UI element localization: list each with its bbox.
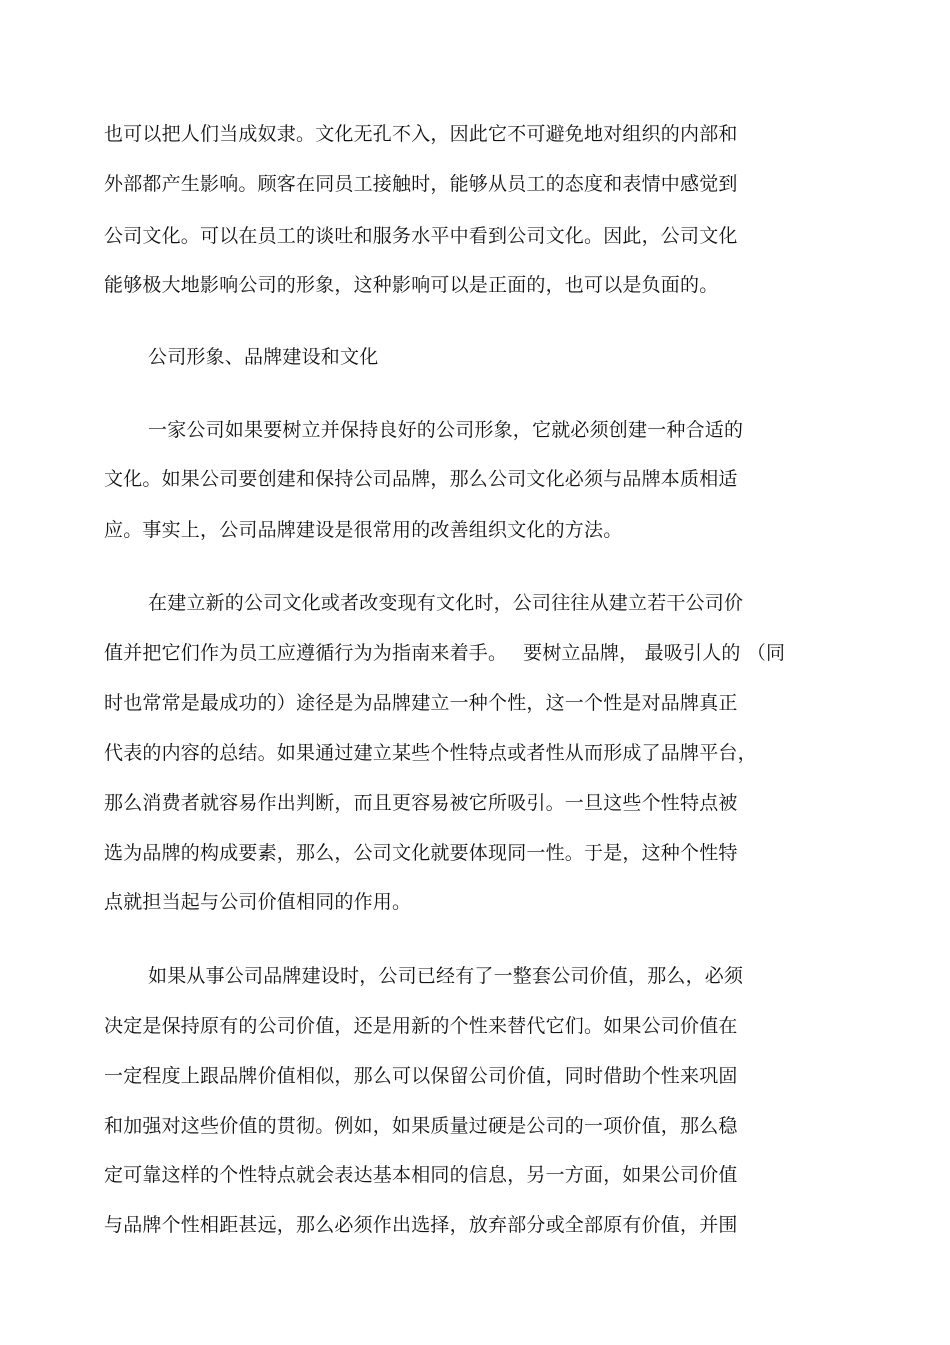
text-line: 与品牌个性相距甚远，那么必须作出选择，放弃部分或全部原有价值，并围 — [104, 1214, 738, 1236]
section-heading: 公司形象、品牌建设和文化 — [148, 346, 379, 368]
text-line: 文化。如果公司要创建和保持公司品牌，那么公司文化必须与品牌本质相适 — [104, 468, 738, 490]
text-line: 能够极大地影响公司的形象，这种影响可以是正面的，也可以是负面的。 — [104, 274, 719, 296]
text-line: 一家公司如果要树立并保持良好的公司形象，它就必须创建一种合适的 — [148, 419, 744, 441]
text-line: 值并把它们作为员工应遵循行为为指南来着手。 要树立品牌， 最吸引人的 （同 — [104, 642, 786, 664]
text-line: 一定程度上跟品牌价值相似，那么可以保留公司价值，同时借助个性来巩固 — [104, 1065, 738, 1087]
text-line: 公司文化。可以在员工的谈吐和服务水平中看到公司文化。因此，公司文化 — [104, 225, 738, 247]
text-line: 那么消费者就容易作出判断，而且更容易被它所吸引。一旦这些个性特点被 — [104, 792, 738, 814]
text-line: 点就担当起与公司价值相同的作用。 — [104, 891, 412, 913]
text-line: 时也常常是最成功的）途径是为品牌建立一种个性，这一个性是对品牌真正 — [104, 692, 738, 714]
text-line: 在建立新的公司文化或者改变现有文化时，公司往往从建立若干公司价 — [148, 592, 744, 614]
text-line: 代表的内容的总结。如果通过建立某些个性特点或者性从而形成了品牌平台， — [104, 742, 757, 764]
text-line: 决定是保持原有的公司价值，还是用新的个性来替代它们。如果公司价值在 — [104, 1015, 738, 1037]
text-line: 和加强对这些价值的贯彻。例如，如果质量过硬是公司的一项价值，那么稳 — [104, 1115, 738, 1137]
text-line: 外部都产生影响。顾客在同员工接触时，能够从员工的态度和表情中感觉到 — [104, 173, 738, 195]
text-line: 也可以把人们当成奴隶。文化无孔不入，因此它不可避免地对组织的内部和 — [104, 123, 738, 145]
text-line: 如果从事公司品牌建设时，公司已经有了一整套公司价值，那么，必须 — [148, 965, 744, 987]
text-line: 定可靠这样的个性特点就会表达基本相同的信息，另一方面，如果公司价值 — [104, 1164, 738, 1186]
text-line: 选为品牌的构成要素，那么，公司文化就要体现同一性。于是，这种个性特 — [104, 842, 738, 864]
text-line: 应。事实上，公司品牌建设是很常用的改善组织文化的方法。 — [104, 519, 623, 541]
